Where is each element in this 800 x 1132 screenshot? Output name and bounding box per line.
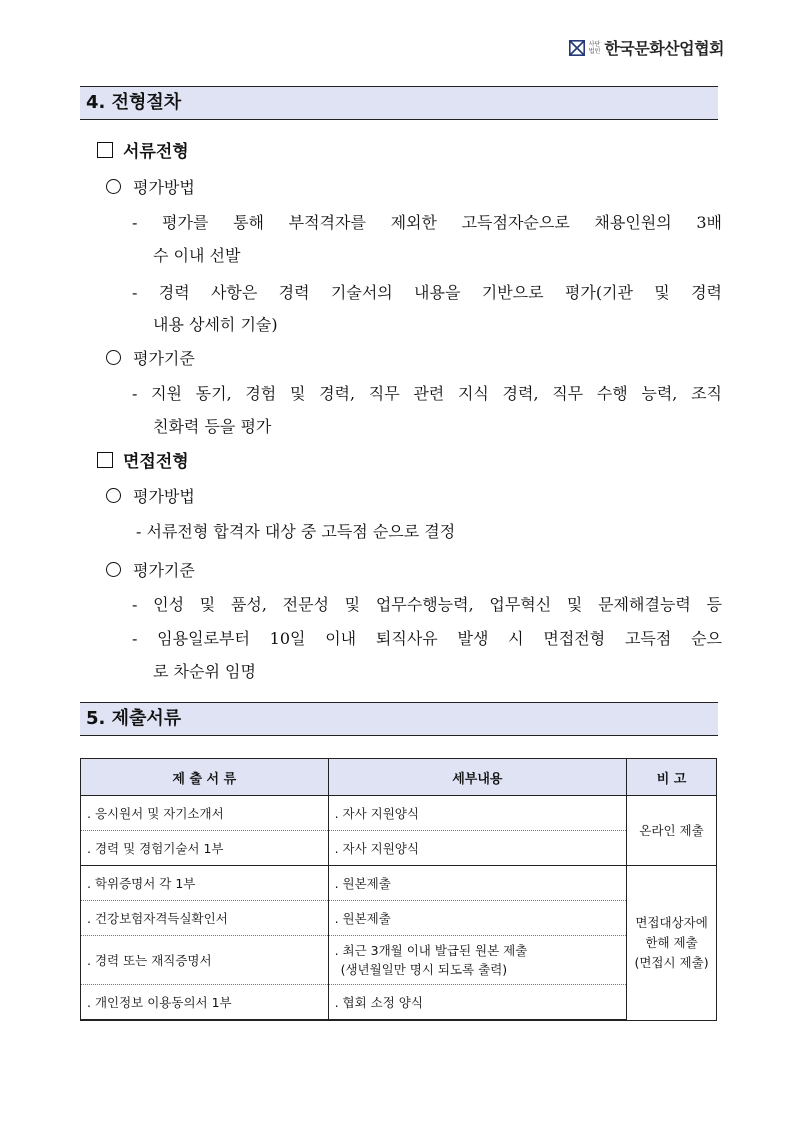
table-header-row	[81, 759, 717, 796]
detail-cell: . 최근 3개월 이내 발급된 원본 제출 (생년월일만 명시 되도록 출력)	[328, 936, 627, 985]
document-criteria-item-1: - 지원 동기, 경험 및 경력, 직무 관련 지식 경력, 직무 수행 능력, 조직	[132, 384, 722, 403]
header-documents: 제 출 서 류	[81, 759, 329, 796]
circle-bullet-icon	[106, 179, 121, 194]
interview-criteria-item-2-cont: 로 차순위 임명	[153, 662, 256, 681]
doc-cell: . 경력 또는 재직증명서	[81, 936, 329, 985]
circle-bullet-icon	[106, 488, 121, 503]
table-row	[81, 796, 717, 831]
document-criteria-label: 평가기준	[106, 349, 195, 369]
submission-documents-table	[80, 758, 717, 1021]
document-method-item-1: - 평가를 통해 부적격자를 제외한 고득점자순으로 채용인원의 3배	[132, 213, 722, 232]
document-screening-heading: 서류전형	[97, 142, 189, 162]
detail-cell: . 자사 지원양식	[328, 796, 627, 831]
org-logo-icon	[569, 40, 585, 56]
header-notes: 비 고	[627, 759, 717, 796]
table-row	[81, 901, 717, 936]
section-4-title: 4. 전형절차	[80, 86, 718, 120]
table-row	[81, 985, 717, 1021]
org-type-label: 사단 법인	[588, 40, 601, 55]
detail-cell: . 원본제출	[328, 901, 627, 936]
doc-cell: . 경력 및 경험기술서 1부	[81, 831, 329, 866]
doc-cell: . 건강보험자격득실확인서	[81, 901, 329, 936]
circle-bullet-icon	[106, 350, 121, 365]
interview-method-label: 평가방법	[106, 487, 195, 507]
interview-screening-heading: 면접전형	[97, 452, 189, 472]
document-method-item-1-cont: 수 이내 선발	[153, 246, 241, 265]
detail-cell: . 협회 소정 양식	[328, 985, 627, 1021]
note-online-cell: 온라인 제출	[627, 796, 717, 866]
doc-cell: . 학위증명서 각 1부	[81, 866, 329, 901]
detail-cell: . 원본제출	[328, 866, 627, 901]
interview-criteria-label: 평가기준	[106, 561, 195, 581]
square-bullet-icon	[97, 452, 113, 468]
section-5-title: 5. 제출서류	[80, 702, 718, 736]
circle-bullet-icon	[106, 562, 121, 577]
org-name: 한국문화산업협회	[604, 39, 724, 58]
document-criteria-item-1-cont: 친화력 등을 평가	[153, 417, 272, 436]
document-method-label: 평가방법	[106, 178, 195, 198]
detail-cell: . 자사 지원양식	[328, 831, 627, 866]
org-logo	[569, 36, 724, 59]
table-row	[81, 866, 717, 901]
doc-cell: . 개인정보 이용동의서 1부	[81, 985, 329, 1021]
document-method-item-2-cont: 내용 상세히 기술)	[153, 315, 278, 334]
note-interview-cell: 면접대상자에 한해 제출 (면접시 제출)	[627, 866, 717, 1021]
interview-criteria-item-1: - 인성 및 품성, 전문성 및 업무수행능력, 업무혁신 및 문제해결능력 등	[132, 595, 722, 614]
document-method-item-2: - 경력 사항은 경력 기술서의 내용을 기반으로 평가(기관 및 경력	[132, 283, 722, 302]
square-bullet-icon	[97, 142, 113, 158]
table-row	[81, 936, 717, 985]
interview-criteria-item-2: - 임용일로부터 10일 이내 퇴직사유 발생 시 면접전형 고득점 순으	[132, 629, 722, 648]
interview-method-item-1: - 서류전형 합격자 대상 중 고득점 순으로 결정	[136, 522, 456, 541]
table-row	[81, 831, 717, 866]
doc-cell: . 응시원서 및 자기소개서	[81, 796, 329, 831]
header-details: 세부내용	[328, 759, 627, 796]
